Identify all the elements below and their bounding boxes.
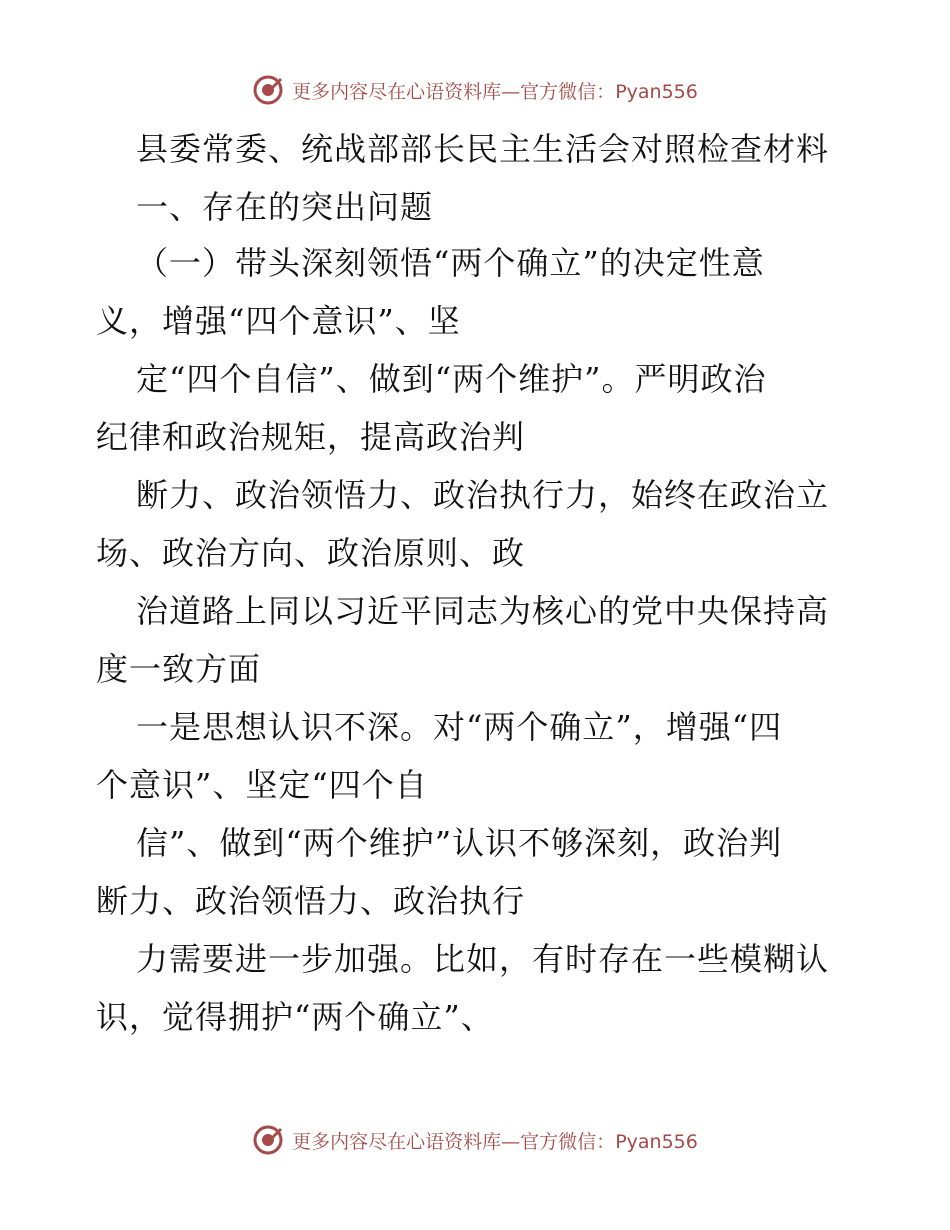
paragraph-line: （一）带头深刻领悟“两个确立”的决定性意 [136,244,765,282]
banner-separator: — [501,1130,521,1153]
paragraph-line: 识，觉得拥护“两个确立”、 [96,998,494,1036]
section-heading: 一、存在的突出问题 [136,188,434,226]
paragraph-line: 纪律和政治规矩，提高政治判 [96,418,526,456]
paragraph-line: 治道路上同以习近平同志为核心的党中央保持高 [136,592,830,630]
banner-wechat-label: 官方微信： [520,1130,616,1153]
logo-icon [252,1124,284,1156]
logo-icon [252,74,284,106]
banner-slogan: 更多内容尽在心语资料库 [292,1130,502,1153]
paragraph-line: 义，增强“四个意识”、坚 [96,302,461,340]
footer-banner [0,1120,950,1160]
paragraph-line: 一是思想认识不深。对“两个确立”，增强“四 [136,708,783,746]
banner-slogan: 更多内容尽在心语资料库 [292,80,502,103]
banner-wechat-label: 官方微信： [520,80,616,103]
banner-wechat-id: Pyan556 [615,80,698,103]
paragraph-line: 场、政治方向、政治原则、政 [96,534,526,572]
paragraph-line: 定“四个自信”、做到“两个维护”。严明政治 [136,360,767,398]
paragraph-line: 力需要进一步加强。比如，有时存在一些模糊认 [136,940,830,978]
banner-separator: — [501,80,521,103]
banner-text [292,1127,698,1154]
banner-wechat-id: Pyan556 [615,1130,698,1153]
paragraph-line: 断力、政治领悟力、政治执行力，始终在政治立 [136,476,830,514]
paragraph-line: 断力、政治领悟力、政治执行 [96,882,526,920]
paragraph-line: 信”、做到“两个维护”认识不够深刻，政治判 [136,824,783,862]
document-title: 县委常委、统战部部长民主生活会对照检查材料 [136,130,830,168]
paragraph-line: 度一致方面 [96,650,262,688]
banner-text [292,77,698,104]
header-banner [0,70,950,110]
paragraph-line: 个意识”、坚定“四个自 [96,766,428,804]
